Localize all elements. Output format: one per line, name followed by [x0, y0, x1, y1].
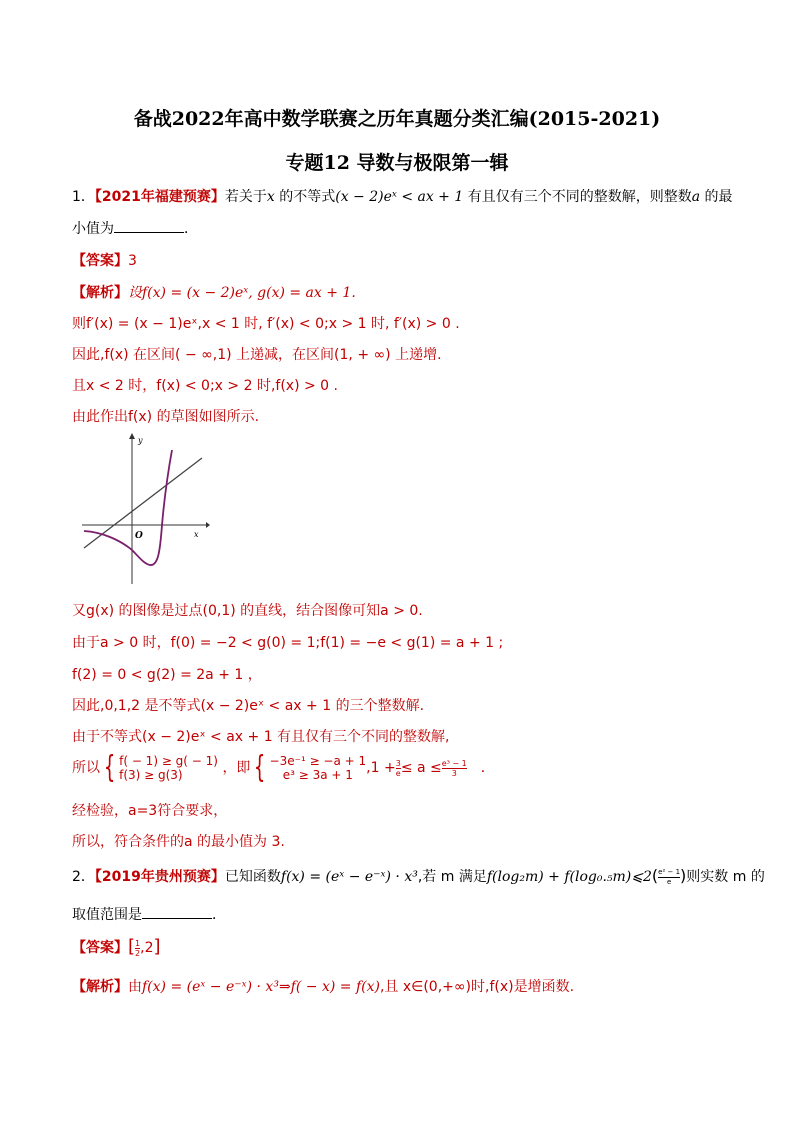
document-title: 备战2022年高中数学联赛之历年真题分类汇编(2015-2021) — [133, 108, 661, 130]
q1-stem-text: 有且仅有三个不同的整数解，则整数 — [467, 189, 692, 205]
q1-analysis-line7: 由于a > 0 时，f(0) = −2 < g(0) = 1;f(1) = −e < g(1) = a + 1 ; — [72, 635, 504, 651]
fraction-denominator: e — [395, 768, 401, 778]
y-axis-arrow-icon — [129, 433, 135, 439]
fraction-numerator: e³ − 1 — [441, 758, 467, 768]
q2-exponent-fraction — [658, 868, 680, 887]
q1-analysis-line1 — [72, 282, 732, 302]
q1-analysis-line6: 又g(x) 的图像是过点(0,1) 的直线，结合图像可知a > 0. — [72, 603, 423, 619]
system-brace-1: { f( − 1) ≥ g( − 1) f(3) ≥ g(3) — [103, 750, 218, 785]
origin-label: O — [135, 531, 143, 541]
q1-stem-text: 的不等式 — [279, 189, 336, 205]
analysis-text: 由 — [128, 979, 142, 995]
q2-stem-end: ． — [212, 907, 226, 923]
analysis-text: ． — [480, 760, 495, 776]
function-sketch-graph — [80, 432, 210, 584]
curve-f — [84, 450, 172, 565]
q2-answer-rest: ,2 — [140, 940, 154, 956]
q1-answer: 3 — [128, 253, 137, 269]
q1-stem-end: ． — [184, 221, 198, 237]
q1-analysis-line12: 经检验，a=3符合要求， — [72, 803, 228, 819]
x-axis-label: x — [194, 530, 199, 539]
fraction-denominator: 3 — [451, 768, 457, 778]
answer-tag: 【答案】 — [72, 940, 128, 956]
q1-analysis-line13: 所以，符合条件的a 的最小值为 3. — [72, 834, 285, 850]
q1-var-a: a — [691, 189, 701, 205]
q1-source: 【2021年福建预赛】 — [94, 189, 225, 205]
q1-var-x: x — [266, 189, 275, 205]
q2-function: f(x) = (eˣ − e⁻ˣ) · x³ — [280, 869, 418, 885]
fraction-denominator: e — [666, 877, 672, 886]
fraction-numerator: 3 — [395, 758, 401, 768]
q1-analysis-line2: 则f′(x) = (x − 1)eˣ,x < 1 时, f′(x) < 0;x > 1 时, f′(x) > 0 . — [72, 316, 460, 332]
q1-analysis-line4: 且x < 2 时，f(x) < 0;x > 2 时,f(x) > 0 . — [72, 378, 338, 394]
q2-stem-text: 已知函数 — [224, 869, 281, 885]
q1-analysis-line8: f(2) = 0 < g(2) = 2a + 1 ， — [72, 667, 262, 683]
analysis-tag: 【解析】 — [72, 285, 128, 301]
system-row: e³ ≥ 3a + 1 — [282, 768, 353, 782]
q2-stem-text: 则实数 m 的 — [686, 869, 765, 885]
fraction-denominator: 2 — [135, 948, 141, 958]
q2-analysis-formula: f(x) = (eˣ − e⁻ˣ) · x³⇒f( − x) = f(x) — [142, 979, 380, 995]
q1-stem-line2 — [72, 218, 732, 238]
q2-stem-line2 — [72, 904, 732, 924]
fraction-e3-minus-1-over-3 — [442, 759, 467, 778]
q1-stem-text: 的最 — [704, 189, 733, 205]
q1-number: 1． — [72, 189, 95, 205]
analysis-text: ≤ a ≤ — [400, 760, 442, 776]
q1-stem-text: 小值为 — [72, 221, 114, 237]
q2-number: 2． — [72, 869, 95, 885]
answer-blank — [114, 220, 184, 233]
q1-analysis-line11 — [72, 750, 732, 785]
analysis-text: ，即 — [222, 760, 251, 776]
q1-stem-text: 若关于 — [224, 189, 267, 205]
system-row: f(3) ≥ g(3) — [119, 768, 183, 782]
q2-source: 【2019年贵州预赛】 — [94, 869, 225, 885]
fraction-numerator: 1 — [135, 938, 141, 948]
document-subtitle: 专题12 导数与极限第一辑 — [285, 152, 509, 174]
q2-stem-line1: 2．【2019年贵州预赛】已知函数f(x) = (eˣ − e⁻ˣ) · x³,若 m 满足f(log₂m) + f(log₀.₅m)⩽2( $\frac{\text{e² − 1}}{e}$ )则实数 m 的 — [72, 866, 765, 886]
q1-analysis-line9: 因此,0,1,2 是不等式(x − 2)eˣ < ax + 1 的三个整数解. — [72, 698, 425, 714]
q1-stem-line1 — [72, 186, 732, 206]
q1-analysis-line3: 因此,f(x) 在区间( − ∞,1) 上递减，在区间(1, + ∞) 上递增. — [72, 347, 442, 363]
analysis-tag: 【解析】 — [72, 979, 128, 995]
answer-blank — [142, 906, 212, 919]
q2-analysis-line1 — [72, 976, 732, 996]
system-row: −3e⁻¹ ≥ −a + 1 — [269, 754, 367, 768]
answer-tag: 【答案】 — [72, 253, 128, 269]
analysis-text: ,且 x∈(0,+∞)时,f(x)是增函数. — [379, 979, 575, 995]
q1-answer-line — [72, 250, 732, 270]
y-axis-label: y — [138, 436, 143, 445]
q1-analysis-line10: 由于不等式(x − 2)eˣ < ax + 1 有且仅有三个不同的整数解, — [72, 729, 450, 745]
q1-analysis-line5: 由此作出f(x) 的草图如图所示. — [72, 409, 260, 425]
x-axis-arrow-icon — [206, 522, 210, 528]
q2-answer-line: 【答案】[ $\frac{1}{2}$ ,2] — [72, 936, 161, 958]
q1-inequality: (x − 2)eˣ < ax + 1 — [335, 189, 464, 205]
q2-inequality: f(log₂m) + f(log₀.₅m)⩽2 — [486, 869, 652, 885]
analysis-text: ,1 + — [366, 760, 396, 776]
system-brace-2: { −3e⁻¹ ≥ −a + 1 e³ ≥ 3a + 1 — [254, 750, 367, 785]
analysis-text: 所以 — [72, 760, 100, 776]
q2-stem-text: 取值范围是 — [72, 907, 142, 923]
q2-stem-text: ,若 m 满足 — [417, 869, 487, 885]
fraction-numerator: e² − 1 — [658, 867, 681, 876]
system-row: f( − 1) ≥ g( − 1) — [119, 754, 218, 768]
analysis-text: 设f(x) = (x − 2)eˣ, g(x) = ax + 1. — [128, 285, 356, 301]
